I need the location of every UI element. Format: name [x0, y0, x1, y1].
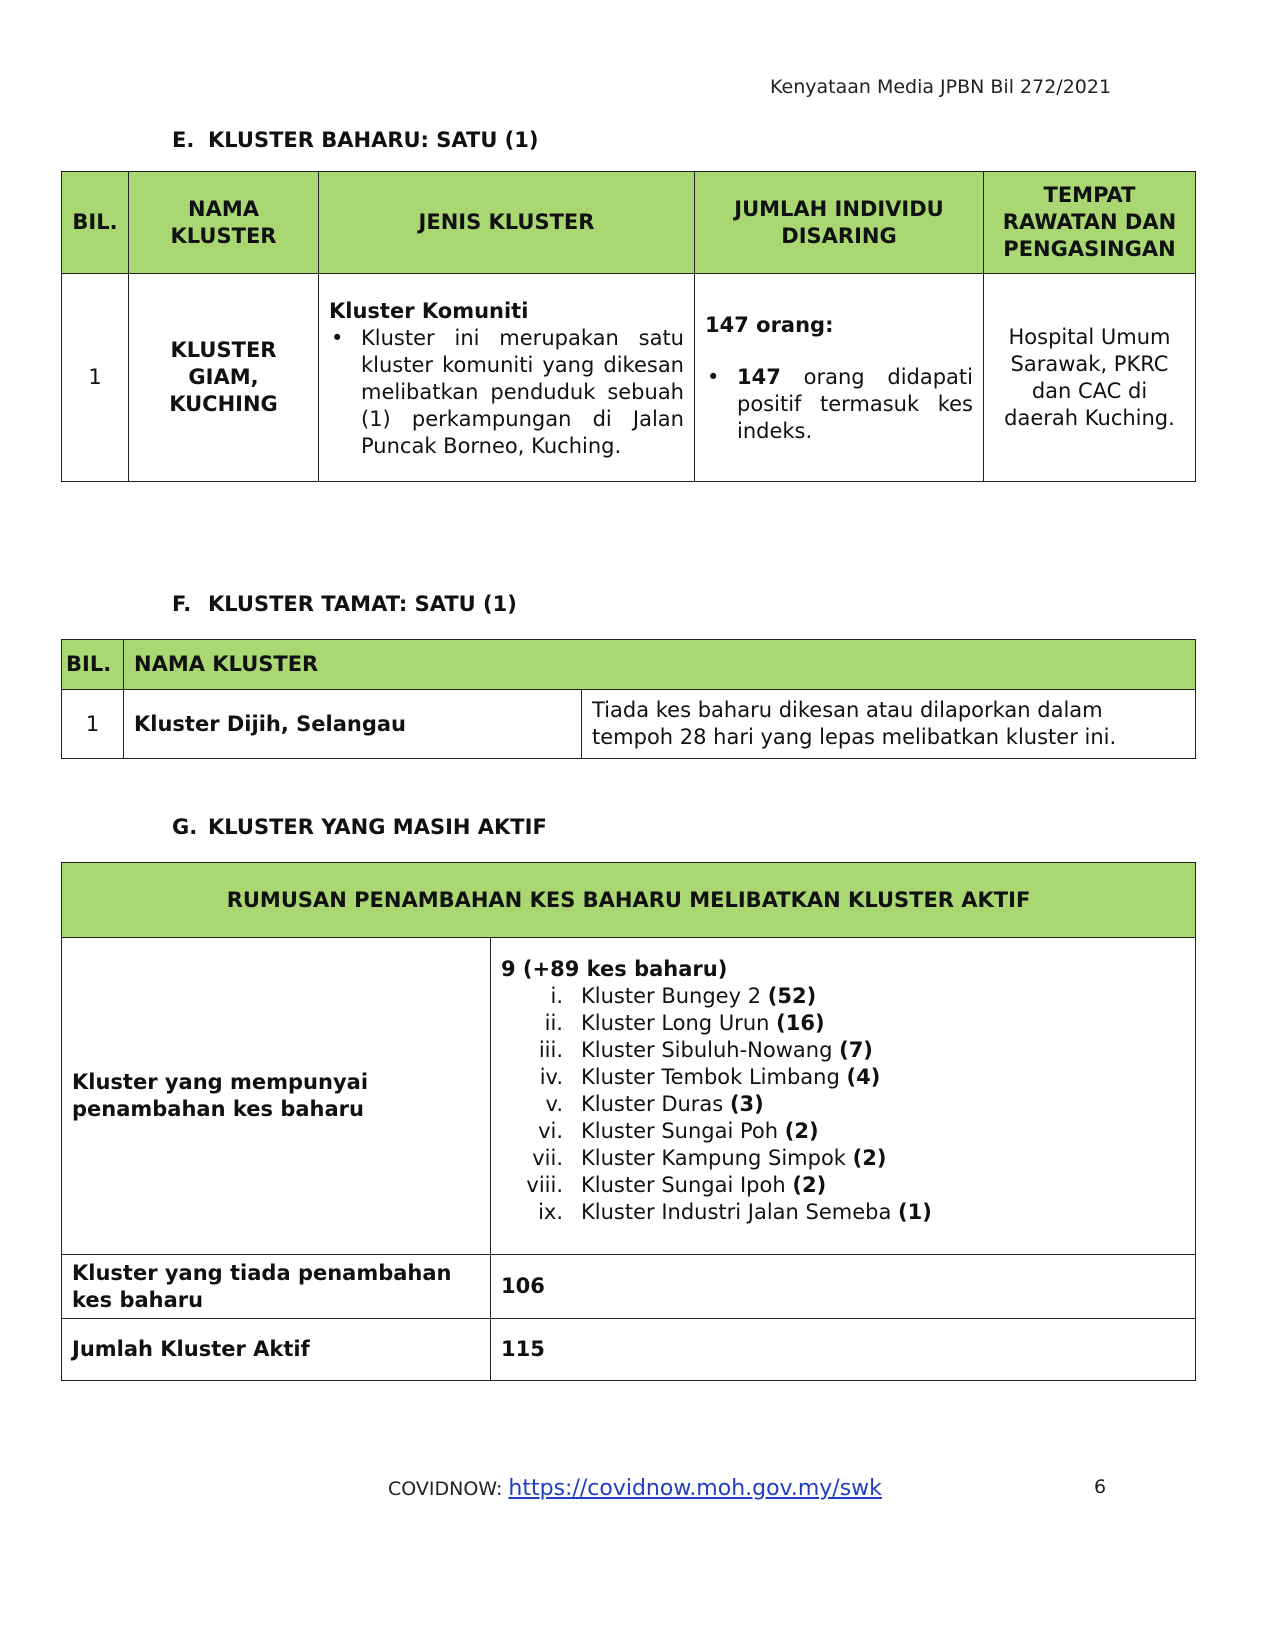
cluster-item-number: viii.: [526, 1173, 563, 1197]
cluster-item-number: ii.: [544, 1011, 563, 1035]
active-cluster-item: [501, 1118, 1185, 1145]
row-nama-kluster: KLUSTER GIAM, KUCHING: [129, 274, 319, 482]
f-header-bil: BIL.: [62, 640, 124, 690]
section-e-title: [172, 128, 539, 152]
active-cluster-item: [501, 1145, 1185, 1172]
cluster-item-count: (4): [846, 1065, 881, 1089]
active-cluster-item: [501, 1199, 1185, 1226]
section-g-title: [172, 815, 547, 839]
jenis-title: Kluster Komuniti: [329, 299, 529, 323]
cluster-item-name: Kluster Bungey 2: [581, 984, 762, 1008]
cluster-item-name: Kluster Long Urun: [581, 1011, 770, 1035]
section-g-heading: KLUSTER YANG MASIH AKTIF: [208, 815, 547, 839]
g-row1-value: [491, 938, 1196, 1255]
cluster-item-name: Kluster Sungai Ipoh: [581, 1173, 786, 1197]
cluster-item-name: Kluster Industri Jalan Semeba: [581, 1200, 892, 1224]
cluster-item-count: (52): [767, 984, 817, 1008]
cluster-item-count: (2): [852, 1146, 887, 1170]
cluster-item-number: iv.: [539, 1065, 563, 1089]
active-cluster-item: [501, 983, 1185, 1010]
g-row2-label: Kluster yang tiada penambahan kes baharu: [62, 1255, 491, 1319]
header-jenis-kluster: JENIS KLUSTER: [319, 172, 695, 274]
ended-cluster-table: [61, 639, 1196, 759]
cluster-item-name: Kluster Kampung Simpok: [581, 1146, 846, 1170]
row-jumlah-individu: [695, 274, 984, 482]
section-f-heading: KLUSTER TAMAT: SATU (1): [208, 592, 517, 616]
cluster-item-name: Kluster Duras: [581, 1092, 724, 1116]
active-cluster-table: [61, 862, 1196, 1381]
active-cluster-item: [501, 1172, 1185, 1199]
section-e-heading: KLUSTER BAHARU: SATU (1): [208, 128, 539, 152]
footer-label: COVIDNOW:: [388, 1478, 503, 1500]
g-row1-label: Kluster yang mempunyai penambahan kes baharu: [62, 938, 491, 1255]
g-row3-value: 115: [491, 1319, 1196, 1381]
cluster-item-number: ix.: [538, 1200, 563, 1224]
page-number: 6: [1094, 1476, 1107, 1498]
cluster-item-name: Kluster Tembok Limbang: [581, 1065, 840, 1089]
f-row-note: Tiada kes baharu dikesan atau dilaporkan dalam tempoh 28 hari yang lepas melibatkan kluster ini.: [582, 690, 1196, 759]
g-row2-value: 106: [491, 1255, 1196, 1319]
cluster-item-count: (16): [776, 1011, 825, 1035]
cluster-item-count: (7): [839, 1038, 873, 1062]
cluster-item-number: vi.: [538, 1119, 563, 1143]
cluster-item-number: v.: [545, 1092, 563, 1116]
row-bil: 1: [62, 274, 129, 482]
cluster-item-number: i.: [550, 984, 563, 1008]
f-header-nama-kluster: NAMA KLUSTER: [124, 640, 1196, 690]
covidnow-link[interactable]: https://covidnow.moh.gov.my/swk: [508, 1476, 882, 1501]
jumlah-bullet: • 147 orang didapati positif termasuk kes indeks.: [707, 365, 973, 443]
active-cluster-list: [501, 983, 1185, 1226]
header-tempat-rawatan: TEMPAT RAWATAN DAN PENGASINGAN: [984, 172, 1196, 274]
cluster-item-name: Kluster Sungai Poh: [581, 1119, 779, 1143]
g-row1-summary: 9 (+89 kes baharu): [501, 957, 728, 981]
section-f-letter: F.: [172, 592, 192, 616]
jumlah-title: 147 orang:: [705, 313, 834, 337]
active-cluster-item: [501, 1064, 1185, 1091]
row-tempat-rawatan: Hospital Umum Sarawak, PKRC dan CAC di daerah Kuching.: [984, 274, 1196, 482]
section-g-letter: G.: [172, 815, 198, 839]
cluster-item-count: (1): [898, 1200, 932, 1224]
cluster-item-count: (3): [729, 1092, 764, 1116]
row-jenis-kluster: [319, 274, 695, 482]
section-f-title: [172, 592, 517, 616]
active-cluster-item: [501, 1091, 1185, 1118]
g-row3-label: Jumlah Kluster Aktif: [62, 1319, 491, 1381]
new-cluster-table: [61, 171, 1196, 482]
cluster-item-number: vii.: [532, 1146, 563, 1170]
active-cluster-item: [501, 1037, 1185, 1064]
active-cluster-item: [501, 1010, 1185, 1037]
header-bil: BIL.: [62, 172, 129, 274]
header-jumlah-individu: JUMLAH INDIVIDU DISARING: [695, 172, 984, 274]
document-reference: Kenyataan Media JPBN Bil 272/2021: [770, 76, 1112, 98]
cluster-item-number: iii.: [538, 1038, 563, 1062]
section-e-letter: E.: [172, 128, 195, 152]
f-row-bil: 1: [62, 690, 124, 759]
jenis-bullet: • Kluster ini merupakan satu kluster komuniti yang dikesan melibatkan penduduk sebuah (1) perkampungan di Jalan Puncak Borneo, Kuching.: [331, 326, 684, 458]
cluster-item-name: Kluster Sibuluh-Nowang: [581, 1038, 833, 1062]
g-header: RUMUSAN PENAMBAHAN KES BAHARU MELIBATKAN KLUSTER AKTIF: [62, 863, 1196, 938]
header-nama-kluster: NAMA KLUSTER: [129, 172, 319, 274]
f-row-nama-kluster: Kluster Dijih, Selangau: [124, 690, 582, 759]
footer: [388, 1476, 882, 1501]
cluster-item-count: (2): [792, 1173, 827, 1197]
cluster-item-count: (2): [784, 1119, 819, 1143]
